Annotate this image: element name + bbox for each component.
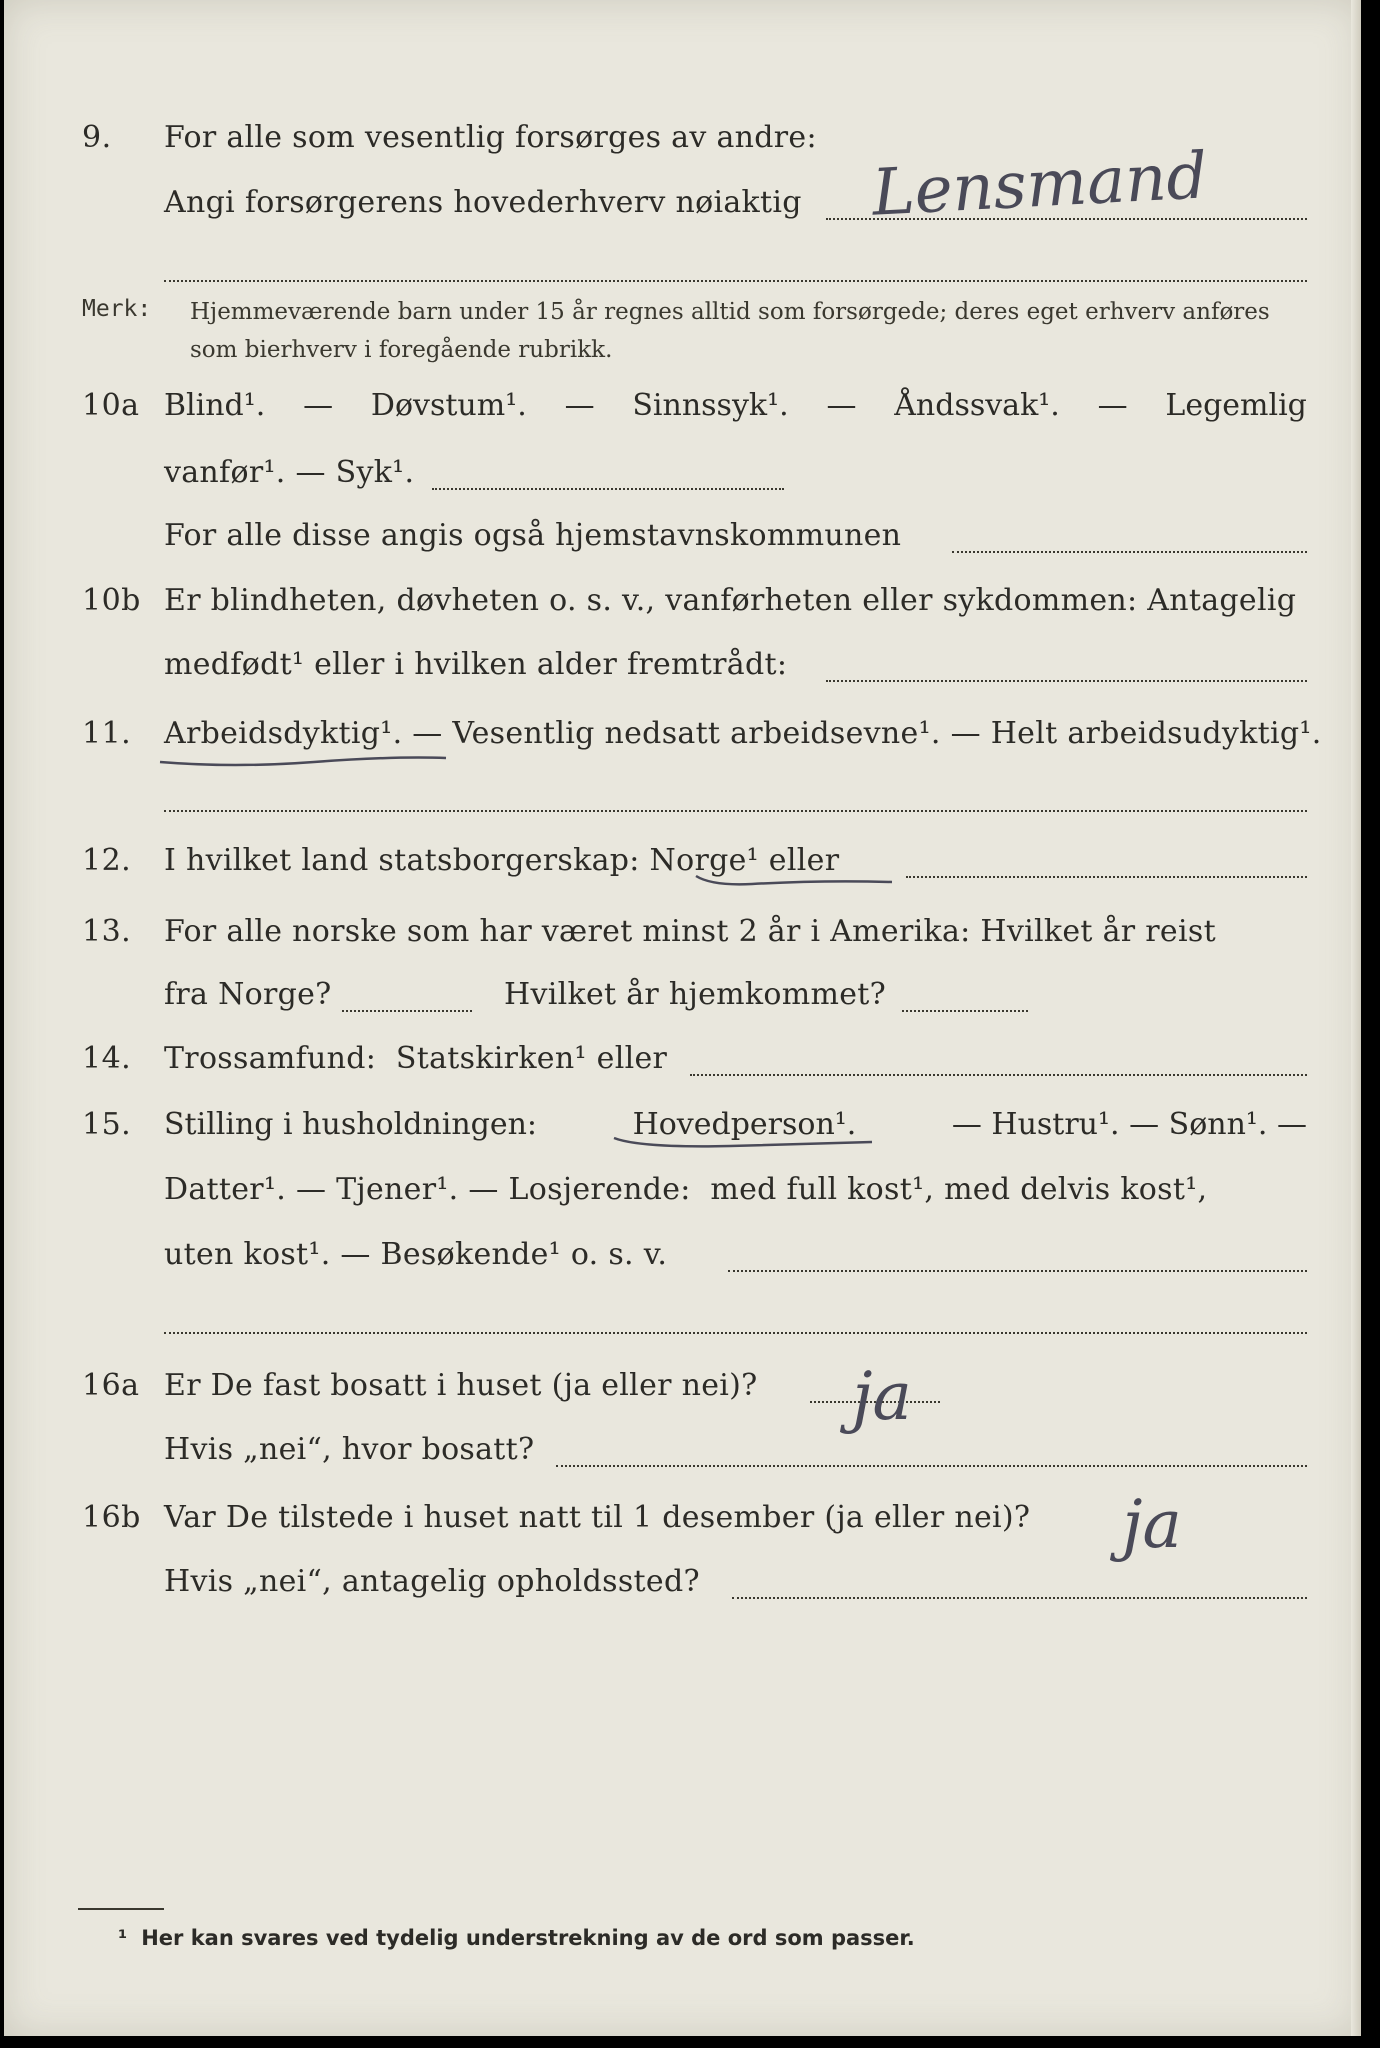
q10a-number: 10a bbox=[82, 388, 140, 423]
q16b-opholdssted-line bbox=[732, 1597, 1307, 1599]
q13-line1 bbox=[4, 914, 1361, 964]
q16a-line2 bbox=[4, 1432, 1361, 1482]
q15-line1 bbox=[4, 1107, 1361, 1157]
q16b-number: 16b bbox=[82, 1500, 141, 1535]
q10a-dash-2: — bbox=[564, 388, 595, 423]
q13-text-2b: Hvilket år hjemkommet? bbox=[504, 977, 887, 1012]
q14-line bbox=[4, 1041, 1361, 1091]
q16a-line1 bbox=[4, 1368, 1361, 1418]
q10a-dash-3: — bbox=[826, 388, 857, 423]
q15-options-1 bbox=[164, 1107, 1307, 1142]
q10a-text-3: For alle disse angis også hjemstavnskommunen bbox=[164, 518, 902, 553]
q10a-kommune-line bbox=[952, 551, 1307, 553]
q12-text bbox=[164, 843, 839, 878]
q15-opt-hovedperson: Hovedperson¹. bbox=[632, 1107, 857, 1142]
footnote-text: Her kan svares ved tydelig understrekning av de ord som passer. bbox=[141, 1926, 915, 1950]
q15-line3 bbox=[4, 1237, 1361, 1287]
q9-handwritten-answer: Lensmand bbox=[870, 139, 1210, 231]
q10a-opt-sinnssyk: Sinnssyk¹. bbox=[632, 388, 789, 423]
q10a-answer-line bbox=[432, 488, 784, 490]
q16a-text-1: Er De fast bosatt i huset (ja eller nei)? bbox=[164, 1368, 758, 1403]
q16a-text-2: Hvis „nei“, hvor bosatt? bbox=[164, 1432, 535, 1467]
merk-text: Hjemmeværende barn under 15 år regnes alltid som forsørgede; deres eget erhverv anføres som bierhverv i foregående rubrikk. bbox=[190, 299, 1270, 363]
q15-extra-line bbox=[164, 1332, 1307, 1334]
q9-extra-line bbox=[164, 280, 1307, 282]
footnote-rule bbox=[78, 1908, 164, 1910]
q13-hjemkommet-line bbox=[902, 1010, 1028, 1012]
q12-number: 12. bbox=[82, 843, 132, 878]
q10a-opt-blind: Blind¹. bbox=[164, 388, 266, 423]
q11-number: 11. bbox=[82, 716, 132, 751]
q12-opt-norge: Norge¹ eller bbox=[649, 843, 840, 878]
q13-text-2a: fra Norge? bbox=[164, 977, 332, 1012]
footnote bbox=[118, 1926, 915, 1950]
q12-line bbox=[4, 843, 1361, 893]
q12-answer-line bbox=[906, 876, 1307, 878]
q15-answer-line bbox=[728, 1270, 1307, 1272]
q10b-line1 bbox=[4, 583, 1361, 633]
q10a-line2 bbox=[4, 455, 1361, 505]
q15-number: 15. bbox=[82, 1107, 132, 1142]
q9-text-1: For alle som vesentlig forsørges av andre: bbox=[164, 120, 817, 155]
q16b-line2 bbox=[4, 1564, 1361, 1614]
q10a-dash-1: — bbox=[303, 388, 334, 423]
q15-text-3: uten kost¹. — Besøkende¹ o. s. v. bbox=[164, 1237, 668, 1272]
q14-number: 14. bbox=[82, 1041, 132, 1076]
q10b-answer-line bbox=[826, 680, 1307, 682]
q16b-text-2: Hvis „nei“, antagelig opholdssted? bbox=[164, 1564, 700, 1599]
q11-extra-line bbox=[164, 810, 1307, 812]
q10a-opt-andssvak: Åndssvak¹. bbox=[894, 388, 1060, 423]
q10a-dash-4: — bbox=[1097, 388, 1128, 423]
q14-answer-line bbox=[690, 1074, 1307, 1076]
q16b-text-1: Var De tilstede i huset natt til 1 desember (ja eller nei)? bbox=[164, 1500, 1031, 1535]
q9-number: 9. bbox=[82, 120, 112, 155]
q16b-handwritten-answer: ja bbox=[1122, 1486, 1182, 1563]
q15-opt-hustru-sonn: — Hustru¹. — Sønn¹. — bbox=[951, 1107, 1307, 1142]
census-form-page bbox=[4, 0, 1361, 2036]
q10a-opt-dovstum: Døvstum¹. bbox=[370, 388, 527, 423]
q15-question: Stilling i husholdningen: bbox=[164, 1107, 538, 1142]
merk-label: Merk: bbox=[82, 296, 152, 322]
q10a-opt-legemlig: Legemlig bbox=[1165, 388, 1307, 423]
q13-line2 bbox=[4, 977, 1361, 1027]
q14-text: Trossamfund: Statskirken¹ eller bbox=[164, 1041, 668, 1076]
q10a-text-2: vanfør¹. — Syk¹. bbox=[164, 455, 415, 490]
q11-line bbox=[4, 716, 1361, 766]
q13-text-1: For alle norske som har været minst 2 år i Amerika: Hvilket år reist bbox=[164, 914, 1216, 949]
q11-options bbox=[164, 716, 1322, 751]
q10b-number: 10b bbox=[82, 583, 141, 618]
q11-other-options: Vesentlig nedsatt arbeidsevne¹. — Helt arbeidsudyktig¹. bbox=[452, 716, 1322, 751]
q16a-bosatt-line bbox=[556, 1465, 1307, 1467]
footnote-mark: ¹ bbox=[118, 1926, 128, 1950]
q13-number: 13. bbox=[82, 914, 132, 949]
q10a-options bbox=[164, 388, 1307, 423]
q10a-line1 bbox=[4, 388, 1361, 438]
q10b-text-2: medfødt¹ eller i hvilken alder fremtrådt: bbox=[164, 647, 788, 682]
q13-reist-line bbox=[342, 1010, 472, 1012]
q16a-number: 16a bbox=[82, 1368, 140, 1403]
q9-text-2: Angi forsørgerens hovederhverv nøiaktig bbox=[164, 185, 802, 220]
q10b-line2 bbox=[4, 647, 1361, 697]
q11-opt-arbeidsdyktig: Arbeidsdyktig¹. — bbox=[164, 716, 443, 751]
q15-line2 bbox=[4, 1172, 1361, 1222]
q10a-line3 bbox=[4, 518, 1361, 568]
q12-question: I hvilket land statsborgerskap: bbox=[164, 843, 640, 878]
q10b-text-1: Er blindheten, døvheten o. s. v., vanførheten eller sykdommen: Antagelig bbox=[164, 583, 1297, 618]
q15-text-2: Datter¹. — Tjener¹. — Losjerende: med full kost¹, med delvis kost¹, bbox=[164, 1172, 1208, 1207]
q16a-handwritten-answer: ja bbox=[852, 1358, 912, 1435]
